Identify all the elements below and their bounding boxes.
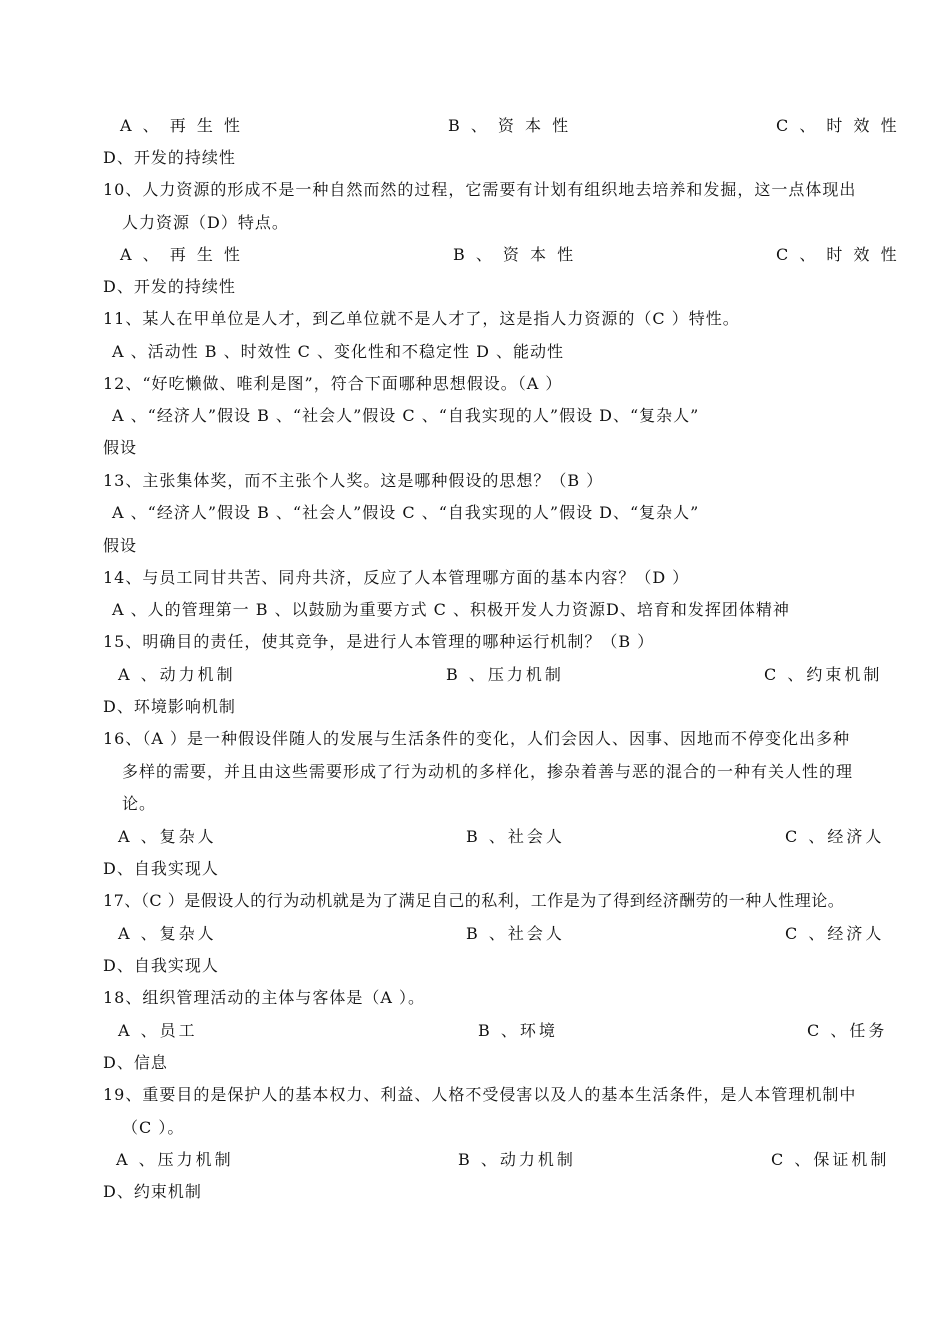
q17-option-c: C 、经济人 bbox=[785, 924, 885, 943]
q15-text: 15、明确目的责任，使其竞争，是进行人本管理的哪种运行机制？（B ） bbox=[103, 632, 655, 651]
q19-text-line1: 19、重要目的是保护人的基本权力、利益、人格不受侵害以及人的基本生活条件，是人本管理机制中 bbox=[103, 1085, 857, 1104]
q14-options: A 、人的管理第一 B 、以鼓励为重要方式 C 、积极开发人力资源D、培育和发挥团体精神 bbox=[112, 600, 790, 619]
q19-text-line2: （C ）。 bbox=[122, 1118, 185, 1137]
q18-option-d: D、信息 bbox=[103, 1053, 168, 1072]
q19-option-b: B 、动力机制 bbox=[458, 1150, 576, 1169]
q13-options: A 、“经济人”假设 B 、“社会人”假设 C 、“自我实现的人”假设 D、“复杂人” bbox=[112, 503, 700, 522]
q17-option-d: D、自我实现人 bbox=[103, 956, 219, 975]
q11-text: 11、某人在甲单位是人才，到乙单位就不是人才了，这是指人力资源的（C ）特性。 bbox=[103, 309, 740, 328]
q19-option-d: D、约束机制 bbox=[103, 1182, 202, 1201]
q12-text: 12、“好吃懒做、唯利是图”，符合下面哪种思想假设。（A ） bbox=[103, 374, 563, 393]
q18-option-a: A 、员工 bbox=[118, 1021, 198, 1040]
q16-text-line3: 论。 bbox=[122, 794, 157, 813]
q18-text: 18、组织管理活动的主体与客体是（A ）。 bbox=[103, 988, 426, 1007]
q16-option-b: B 、社会人 bbox=[466, 827, 565, 846]
q12-options-cont: 假设 bbox=[103, 438, 138, 457]
q10-option-b: B 、 资 本 性 bbox=[453, 245, 577, 264]
q18-option-b: B 、环境 bbox=[478, 1021, 558, 1040]
q19-option-a: A 、压力机制 bbox=[116, 1150, 234, 1169]
q16-option-a: A 、复杂人 bbox=[118, 827, 217, 846]
q15-option-c: C 、约束机制 bbox=[764, 665, 883, 684]
q16-text-line2: 多样的需要，并且由这些需要形成了行为动机的多样化，掺杂着善与恶的混合的一种有关人性的理 bbox=[122, 762, 854, 781]
q17-option-a: A 、复杂人 bbox=[118, 924, 217, 943]
q10-text-line2: 人力资源（D）特点。 bbox=[122, 213, 289, 232]
q12-options: A 、“经济人”假设 B 、“社会人”假设 C 、“自我实现的人”假设 D、“复杂人” bbox=[112, 406, 700, 425]
q11-options: A 、活动性 B 、时效性 C 、变化性和不稳定性 D 、能动性 bbox=[112, 342, 564, 361]
q9-option-b: B 、 资 本 性 bbox=[448, 116, 572, 135]
q9-option-c: C 、 时 效 性 bbox=[776, 116, 900, 135]
q10-option-a: A 、 再 生 性 bbox=[120, 245, 243, 264]
q10-option-d: D、开发的持续性 bbox=[103, 277, 236, 296]
q16-text-line1: 16、（A ）是一种假设伴随人的发展与生活条件的变化，人们会因人、因事、因地而不停变化出多种 bbox=[103, 729, 851, 748]
q10-option-c: C 、 时 效 性 bbox=[776, 245, 900, 264]
q9-option-d: D、开发的持续性 bbox=[103, 148, 236, 167]
q15-option-a: A 、动力机制 bbox=[118, 665, 236, 684]
q13-text: 13、主张集体奖，而不主张个人奖。这是哪种假设的思想？（B ） bbox=[103, 471, 604, 490]
q15-option-d: D、环境影响机制 bbox=[103, 697, 236, 716]
q13-options-cont: 假设 bbox=[103, 536, 138, 555]
q16-option-c: C 、经济人 bbox=[785, 827, 885, 846]
q18-option-c: C 、任务 bbox=[807, 1021, 888, 1040]
q16-option-d: D、自我实现人 bbox=[103, 859, 219, 878]
q17-option-b: B 、社会人 bbox=[466, 924, 565, 943]
q19-option-c: C 、保证机制 bbox=[771, 1150, 890, 1169]
q17-text: 17、（C ）是假设人的行为动机就是为了满足自己的私利，工作是为了得到经济酬劳的一种人性理论。 bbox=[103, 891, 845, 910]
q15-option-b: B 、压力机制 bbox=[446, 665, 564, 684]
q9-option-a: A 、 再 生 性 bbox=[120, 116, 243, 135]
q10-text-line1: 10、人力资源的形成不是一种自然而然的过程，它需要有计划有组织地去培养和发掘，这一点体现出 bbox=[103, 180, 857, 199]
q14-text: 14、与员工同甘共苦、同舟共济，反应了人本管理哪方面的基本内容？（D ） bbox=[103, 568, 690, 587]
